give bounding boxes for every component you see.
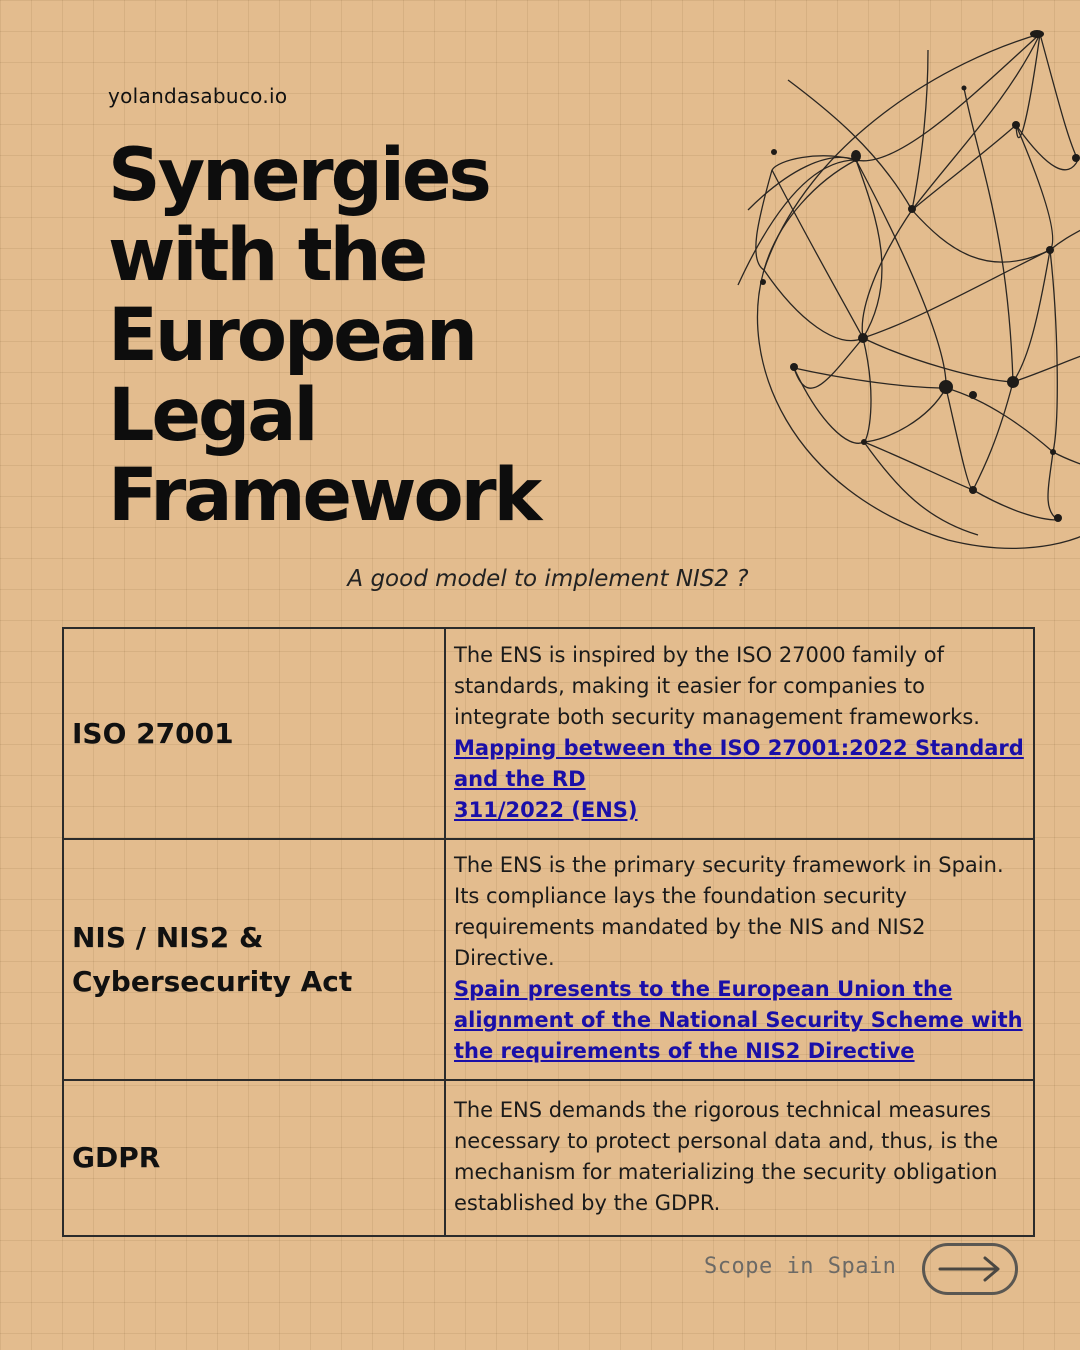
comparison-table	[62, 627, 1035, 1237]
link-line: Mapping between the ISO 27001:2022 Standard and the RD	[454, 735, 1024, 791]
row-description	[445, 628, 1034, 839]
row-label: GDPR	[63, 1080, 445, 1236]
site-url: yolandasabuco.io	[108, 84, 288, 108]
row-text: The ENS demands the rigorous technical measures necessary to protect personal data and, thus, is the mechanism for materializing the security obligation established by the GDPR.	[454, 1098, 999, 1215]
title-line: with the	[108, 213, 426, 298]
row-text: The ENS is inspired by the ISO 27000 family of standards, making it easier for companies to integrate both security management frameworks.	[454, 642, 980, 729]
row-description	[445, 1080, 1034, 1236]
title-line: European	[108, 293, 475, 378]
title-line: Framework	[108, 453, 540, 538]
row-label: NIS / NIS2 & Cybersecurity Act	[63, 839, 445, 1080]
arrow-right-icon	[938, 1256, 1002, 1282]
row-label: ISO 27001	[63, 628, 445, 839]
title-line: Legal	[108, 373, 316, 458]
next-button[interactable]	[922, 1243, 1018, 1295]
scope-label: Scope in Spain	[704, 1254, 897, 1279]
table-row	[63, 839, 1034, 1080]
table-row	[63, 628, 1034, 839]
row-text: The ENS is the primary security framework in Spain. Its compliance lays the foundation security requirements mandated by the NIS and NIS2 Directive.	[454, 853, 1004, 970]
iso-mapping-link[interactable]	[454, 733, 1027, 826]
wireframe-globe-icon	[728, 20, 1080, 550]
table-row	[63, 1080, 1034, 1236]
link-line: Spain presents to the European Union the alignment of the National Security Scheme with the requirements of the NIS2 Directive	[454, 977, 1023, 1063]
page-title	[108, 133, 540, 538]
link-line: 311/2022 (ENS)	[454, 797, 638, 822]
title-line: Synergies	[108, 133, 489, 218]
nis2-alignment-link[interactable]	[454, 974, 1027, 1067]
row-description	[445, 839, 1034, 1080]
subtitle: A good model to implement NIS2 ?	[347, 566, 749, 592]
